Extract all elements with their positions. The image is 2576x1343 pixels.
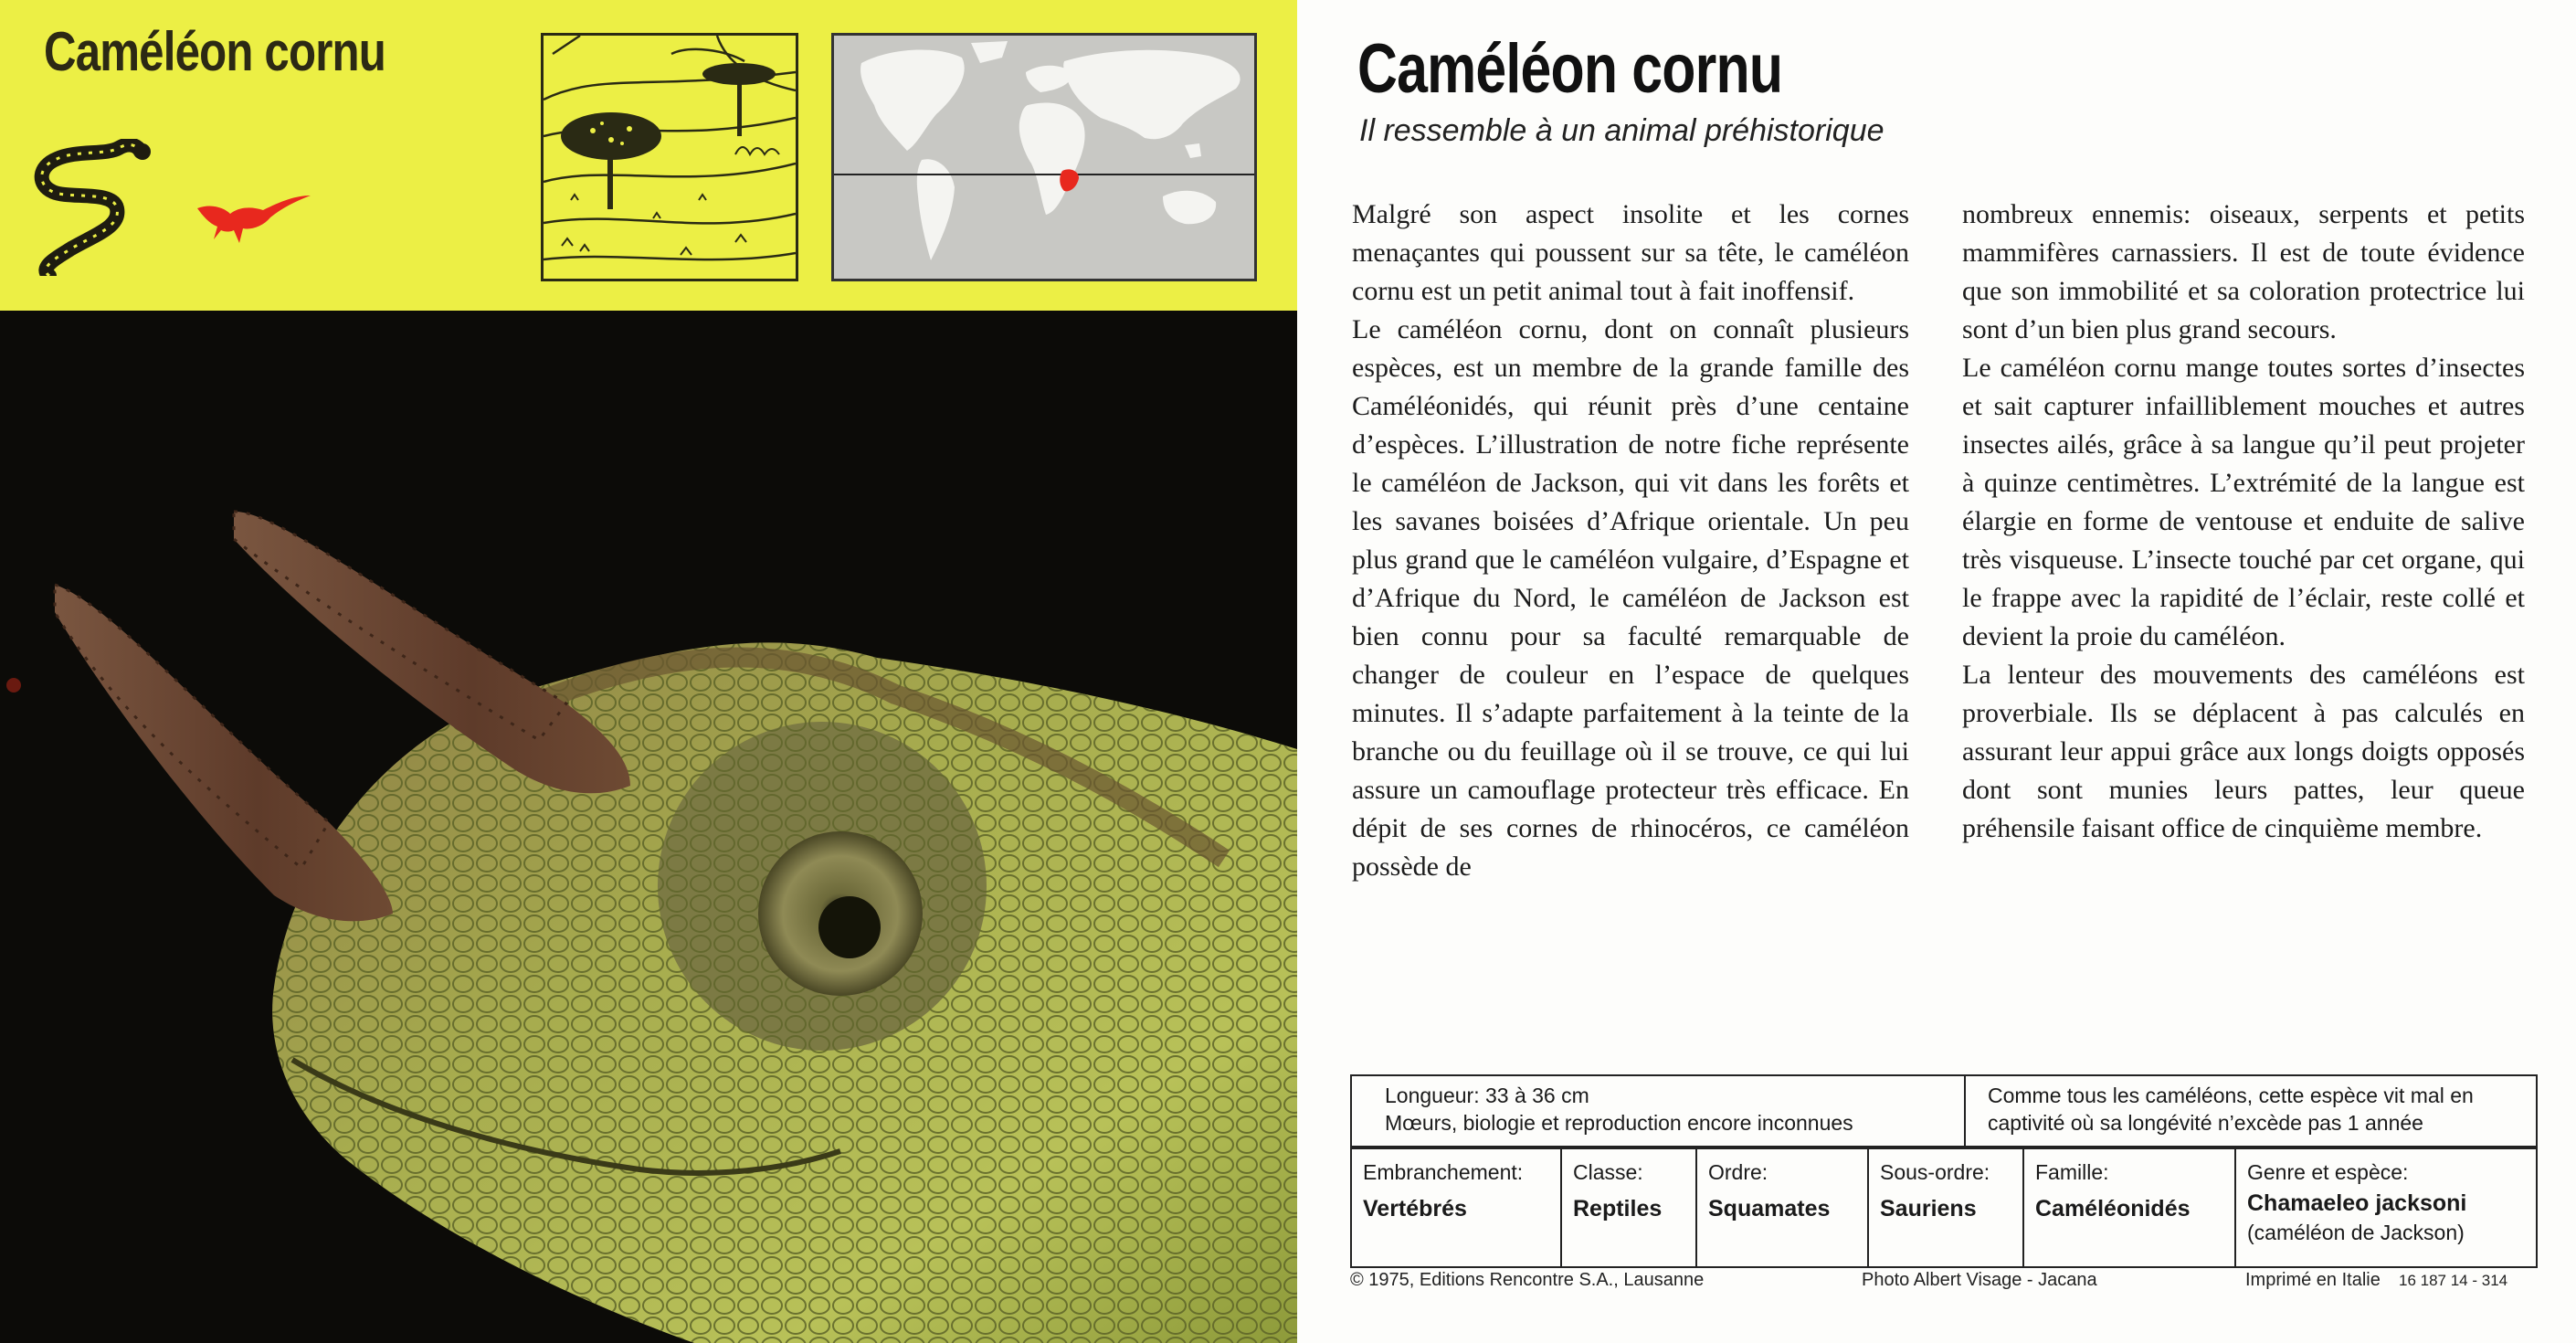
classif-label: Famille: — [2035, 1160, 2109, 1184]
classif-label: Sous-ordre: — [1880, 1160, 1990, 1184]
text-column-right — [1962, 196, 2525, 848]
paragraph: Malgré son aspect insolite et les cornes menaçantes qui poussent sur sa tête, le caméléon cornu est un petit animal tout à fait inoffensif. — [1352, 199, 1909, 306]
length-text: Longueur: 33 à 36 cm — [1385, 1084, 1589, 1107]
text-column-left — [1352, 196, 1909, 886]
classif-label: Genre et espèce: — [2247, 1160, 2409, 1184]
classif-sous-ordre — [1869, 1149, 2024, 1266]
printed-text: Imprimé en Italie — [2245, 1270, 2381, 1290]
classif-embranchement — [1352, 1149, 1562, 1266]
classif-value: Reptiles — [1573, 1196, 1663, 1221]
lizard-habitat-icon — [194, 183, 312, 256]
classif-classe — [1562, 1149, 1697, 1266]
page-title: Caméléon cornu — [1357, 30, 1783, 108]
paragraph: Le caméléon cornu, dont on connaît plusieurs espèces, est un membre de la grande famille des Caméléonidés, qui réunit près d’une centaine d’espèces. L’illustration de notre fiche représente le caméléon de Jackson, qui vit dans les forêts et les savanes boisées d’Afrique orientale. Un peu plus grand que le caméléon vulgaire, d’Espagne et d’Afrique du Nord, le caméléon de Jackson est bien connu pour sa faculté remarquable de changer de couleur en l’espace de quelques minutes. Il s’adapte parfaitement à la teinte de la branche ou du feuillage où il se trouve, ce qui lui assure un camouflage protecteur très efficace. En dépit de ses cornes de rhinocéros, ce caméléon possède de — [1352, 314, 1909, 882]
classif-genre — [2236, 1149, 2536, 1266]
card-title: Caméléon cornu — [44, 21, 386, 82]
info-cell-length — [1352, 1076, 1966, 1146]
classif-label: Embranchement: — [1363, 1160, 1524, 1184]
classif-value: Chamaeleo jacksoni — [2247, 1190, 2467, 1216]
snake-class-icon — [33, 139, 161, 276]
habits-text: Mœurs, biologie et reproduction encore inconnues — [1385, 1111, 1853, 1135]
card-code: 16 187 14 - 314 — [2399, 1272, 2508, 1289]
right-card — [1297, 0, 2576, 1343]
classif-ordre — [1697, 1149, 1869, 1266]
paragraph: nombreux ennemis: oiseaux, serpents et petits mammifères carnassiers. Il est de toute évidence que son immobilité et sa coloration protectrice lui sont d’un bien plus grand secours. — [1962, 199, 2525, 344]
savanna-landscape-icon — [541, 33, 798, 281]
header-band — [0, 0, 1297, 311]
captivity-text-2: captivité où sa longévité n’excède pas 1 année — [1988, 1111, 2423, 1135]
page-subtitle: Il ressemble à un animal préhistorique — [1359, 113, 1884, 148]
classif-label: Classe: — [1573, 1160, 1643, 1184]
captivity-text-1: Comme tous les caméléons, cette espèce vit mal en — [1988, 1084, 2474, 1107]
footer — [1350, 1270, 2556, 1301]
info-cell-captivity — [1966, 1076, 2536, 1146]
info-box — [1350, 1074, 2538, 1147]
classif-common-name: (caméléon de Jackson) — [2247, 1221, 2465, 1244]
classif-value: Squamates — [1708, 1196, 1831, 1221]
world-map-icon — [831, 33, 1257, 281]
classification-table — [1350, 1147, 2538, 1268]
classif-value: Caméléonidés — [2035, 1196, 2191, 1221]
classif-famille — [2024, 1149, 2236, 1266]
classif-value: Sauriens — [1880, 1196, 1977, 1221]
paragraph: Le caméléon cornu mange toutes sortes d’insectes et sait capturer infailliblement mouches et autres insectes ailés, grâce à sa langue qu’il peut projeter à quinze centimètres. L’extrémité de la langue est élargie en forme de ventouse et enduite de salive très visqueuse. L’insecte touché par cet organe, qui le frappe avec la rapidité de l’éclair, reste collé et devient la proie du caméléon. — [1962, 353, 2525, 651]
photo-credit: Photo Albert Visage - Jacana — [1862, 1270, 2097, 1290]
copyright-text: © 1975, Editions Rencontre S.A., Lausanne — [1350, 1270, 1705, 1290]
classif-label: Ordre: — [1708, 1160, 1768, 1184]
paragraph: La lenteur des mouvements des caméléons est proverbiale. Ils se déplacent à pas calculés en assurant leur appui grâce aux longs doigts opposés dont sont munies leurs pattes, leur queue préhensile faisant office de cinquième membre. — [1962, 660, 2525, 843]
classif-value: Vertébrés — [1363, 1196, 1467, 1221]
chameleon-photo — [0, 311, 1297, 1343]
